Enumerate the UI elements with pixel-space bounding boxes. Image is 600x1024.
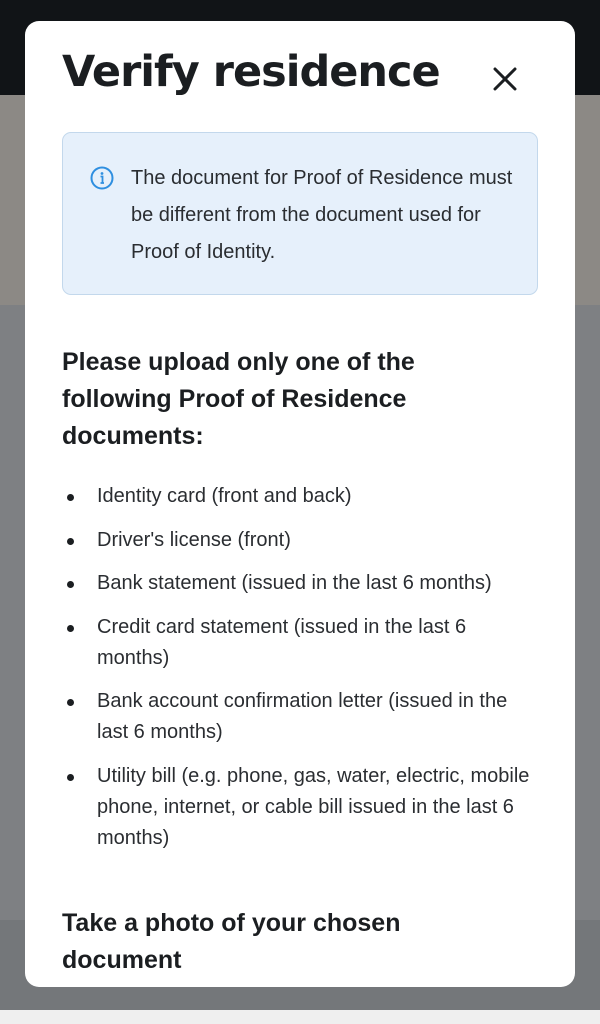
modal-title: Verify residence — [62, 47, 440, 97]
close-button[interactable] — [489, 63, 521, 95]
list-item: Utility bill (e.g. phone, gas, water, electric, mobile phone, internet, or cable bill issued in the last 6 months) — [62, 761, 542, 854]
list-item: Credit card statement (issued in the last 6 months) — [62, 612, 542, 674]
document-list — [62, 481, 542, 866]
list-item: Driver's license (front) — [62, 525, 542, 556]
close-icon — [489, 63, 521, 95]
info-text: The document for Proof of Residence must be different from the document used for Proof of Identity. — [131, 167, 513, 263]
info-notice — [62, 132, 538, 295]
photo-heading: Take a photo of your chosen document — [62, 909, 401, 974]
info-icon — [90, 166, 114, 190]
list-item: Bank account confirmation letter (issued in the last 6 months) — [62, 686, 542, 748]
bottom-bar — [0, 1010, 600, 1024]
verify-residence-modal — [25, 21, 575, 987]
list-item: Identity card (front and back) — [62, 481, 542, 512]
list-item: Bank statement (issued in the last 6 months) — [62, 568, 542, 599]
documents-heading: Please upload only one of the following Proof of Residence documents: — [62, 348, 415, 450]
